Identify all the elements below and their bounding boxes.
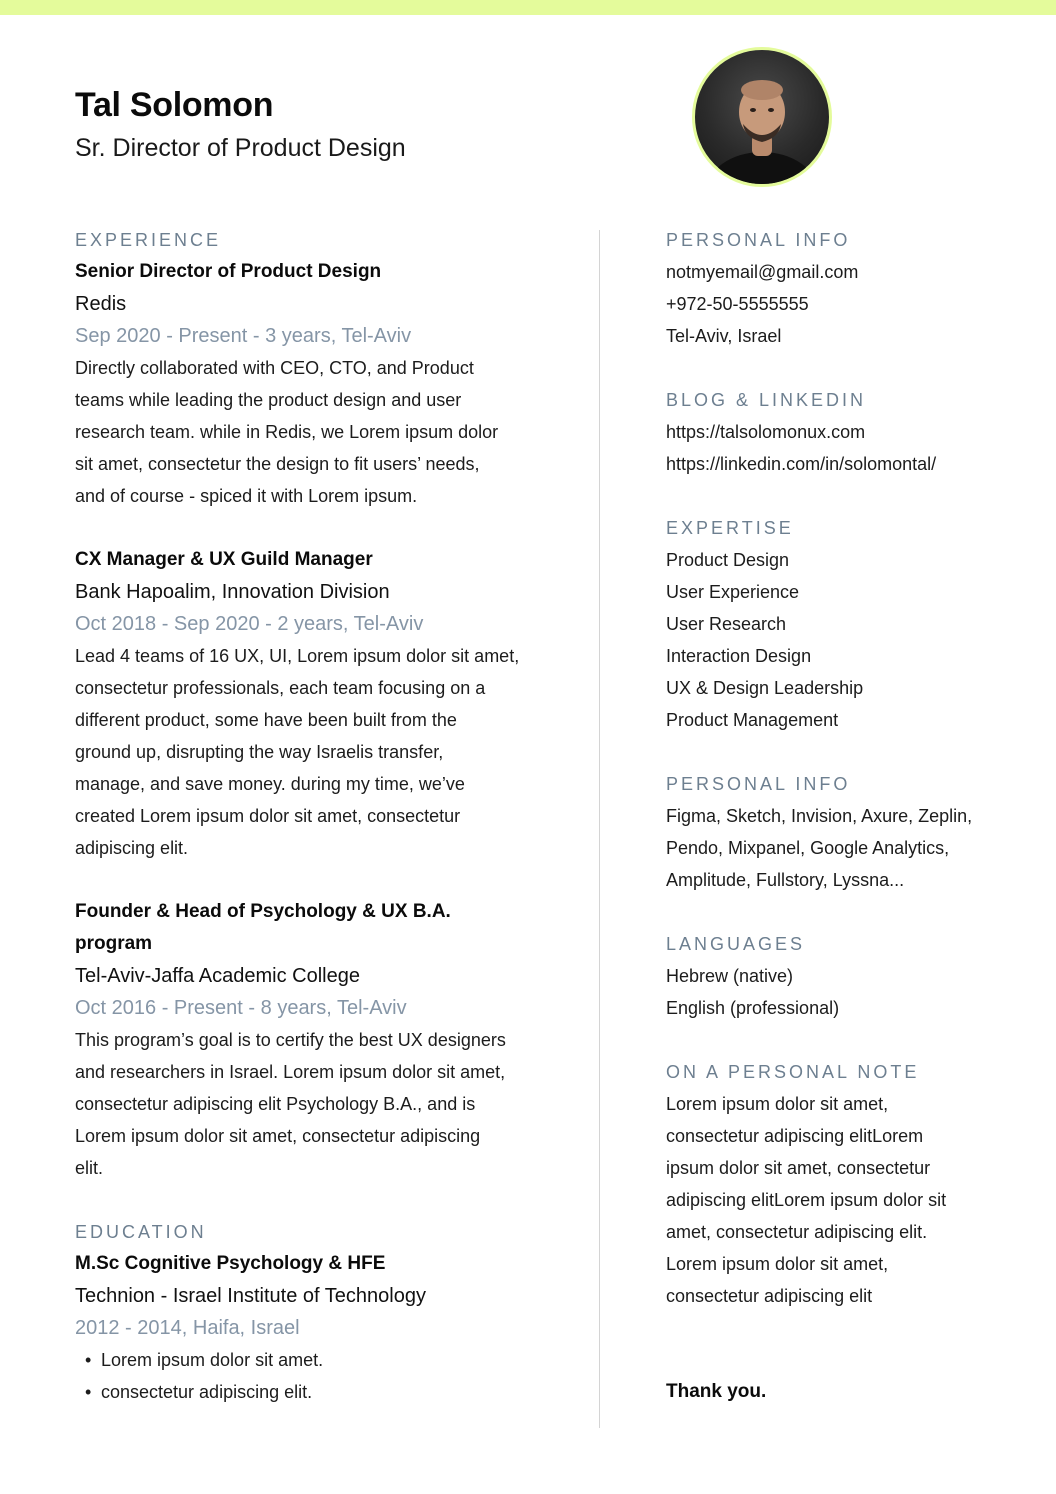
personal-note-line: Lorem ipsum dolor sit amet,: [666, 1254, 889, 1274]
expertise-item: User Experience: [666, 582, 800, 602]
job-org: Redis: [75, 293, 127, 315]
job-desc-line: elit.: [75, 1158, 104, 1178]
job-desc-line: adipiscing elit.: [75, 838, 189, 858]
closing-note: Thank you.: [666, 1381, 767, 1402]
education-dates: 2012 - 2014, Haifa, Israel: [75, 1317, 300, 1339]
expertise-item: User Research: [666, 614, 787, 634]
job-desc-line: Directly collaborated with CEO, CTO, and Product: [75, 358, 474, 378]
job-org: Tel-Aviv-Jaffa Academic College: [75, 965, 360, 987]
linkedin-link[interactable]: https://linkedin.com/in/solomontal/: [666, 454, 937, 474]
personal-note-line: consectetur adipiscing elitLorem: [666, 1126, 924, 1146]
language-item: English (professional): [666, 998, 840, 1018]
list-item: • Lorem ipsum dolor sit amet.: [75, 1344, 565, 1376]
list-item: • consectetur adipiscing elit.: [75, 1376, 565, 1408]
job-desc-line: and of course - spiced it with Lorem ipsum.: [75, 486, 418, 506]
personal-note-line: ipsum dolor sit amet, consectetur: [666, 1158, 931, 1178]
job-desc-line: This program’s goal is to certify the best UX designers: [75, 1030, 506, 1050]
education-degree: M.Sc Cognitive Psychology & HFE: [75, 1253, 386, 1274]
job-desc-line: consectetur adipiscing elit Psychology B.A., and is: [75, 1094, 476, 1114]
personal-note-line: consectetur adipiscing elit: [666, 1286, 873, 1306]
column-divider: [599, 230, 600, 1428]
job-org: Bank Hapoalim, Innovation Division: [75, 581, 390, 603]
candidate-name: Tal Solomon: [75, 86, 274, 124]
education-school: Technion - Israel Institute of Technology: [75, 1285, 426, 1307]
personal-note-line: Lorem ipsum dolor sit amet,: [666, 1094, 889, 1114]
profile-photo: [692, 47, 832, 187]
section-heading-expertise: EXPERTISE: [666, 518, 794, 538]
expertise-item: Product Management: [666, 710, 839, 730]
job-role: Founder & Head of Psychology & UX B.A.: [75, 901, 451, 922]
section-heading-personal-note: ON A PERSONAL NOTE: [666, 1062, 920, 1082]
job-desc-line: consectetur professionals, each team focusing on a: [75, 678, 486, 698]
expertise-item: Product Design: [666, 550, 790, 570]
location: Tel-Aviv, Israel: [666, 326, 782, 346]
job-desc-line: Lead 4 teams of 16 UX, UI, Lorem ipsum dolor sit amet,: [75, 646, 520, 666]
phone-number: +972-50-5555555: [666, 294, 809, 314]
education-bullets: [75, 1344, 565, 1408]
job-desc-line: manage, and save money. during my time, we’ve: [75, 774, 465, 794]
section-heading-personal-info: PERSONAL INFO: [666, 230, 851, 250]
language-item: Hebrew (native): [666, 966, 794, 986]
job-desc-line: teams while leading the product design and user: [75, 390, 462, 410]
job-desc-line: ground up, disrupting the way Israelis transfer,: [75, 742, 444, 762]
job-desc-line: created Lorem ipsum dolor sit amet, consectetur: [75, 806, 461, 826]
personal-note-line: amet, consectetur adipiscing elit.: [666, 1222, 928, 1242]
tools-line: Pendo, Mixpanel, Google Analytics,: [666, 838, 950, 858]
person-avatar-icon: [695, 50, 829, 184]
job-role: program: [75, 933, 153, 954]
job-desc-line: research team. while in Redis, we Lorem ipsum dolor: [75, 422, 499, 442]
job-desc-line: Lorem ipsum dolor sit amet, consectetur adipiscing: [75, 1126, 481, 1146]
section-heading-tools: PERSONAL INFO: [666, 774, 851, 794]
job-desc-line: sit amet, consectetur the design to fit users’ needs,: [75, 454, 480, 474]
experience-item: [75, 256, 565, 512]
expertise-item: Interaction Design: [666, 646, 812, 666]
experience-item: [75, 544, 565, 864]
tools-line: Figma, Sketch, Invision, Axure, Zeplin,: [666, 806, 973, 826]
email-address[interactable]: notmyemail@gmail.com: [666, 262, 859, 282]
top-accent-bar: [0, 0, 1056, 15]
tools-line: Amplitude, Fullstory, Lyssna...: [666, 870, 905, 890]
job-dates: Oct 2016 - Present - 8 years, Tel-Aviv: [75, 997, 407, 1019]
blog-link[interactable]: https://talsolomonux.com: [666, 422, 866, 442]
candidate-title: Sr. Director of Product Design: [75, 134, 406, 162]
section-heading-experience: EXPERIENCE: [75, 230, 222, 250]
left-column: [75, 224, 565, 1408]
job-dates: Oct 2018 - Sep 2020 - 2 years, Tel-Aviv: [75, 613, 424, 635]
job-role: Senior Director of Product Design: [75, 261, 382, 282]
job-dates: Sep 2020 - Present - 3 years, Tel-Aviv: [75, 325, 412, 347]
experience-item: [75, 896, 565, 1184]
personal-note-line: adipiscing elitLorem ipsum dolor sit: [666, 1190, 947, 1210]
section-heading-links: BLOG & LINKEDIN: [666, 390, 867, 410]
section-heading-education: EDUCATION: [75, 1222, 207, 1242]
job-desc-line: different product, some have been built from the: [75, 710, 457, 730]
job-desc-line: and researchers in Israel. Lorem ipsum dolor sit amet,: [75, 1062, 506, 1082]
section-heading-languages: LANGUAGES: [666, 934, 806, 954]
right-column: [666, 224, 1006, 1408]
expertise-item: UX & Design Leadership: [666, 678, 864, 698]
job-role: CX Manager & UX Guild Manager: [75, 549, 373, 570]
